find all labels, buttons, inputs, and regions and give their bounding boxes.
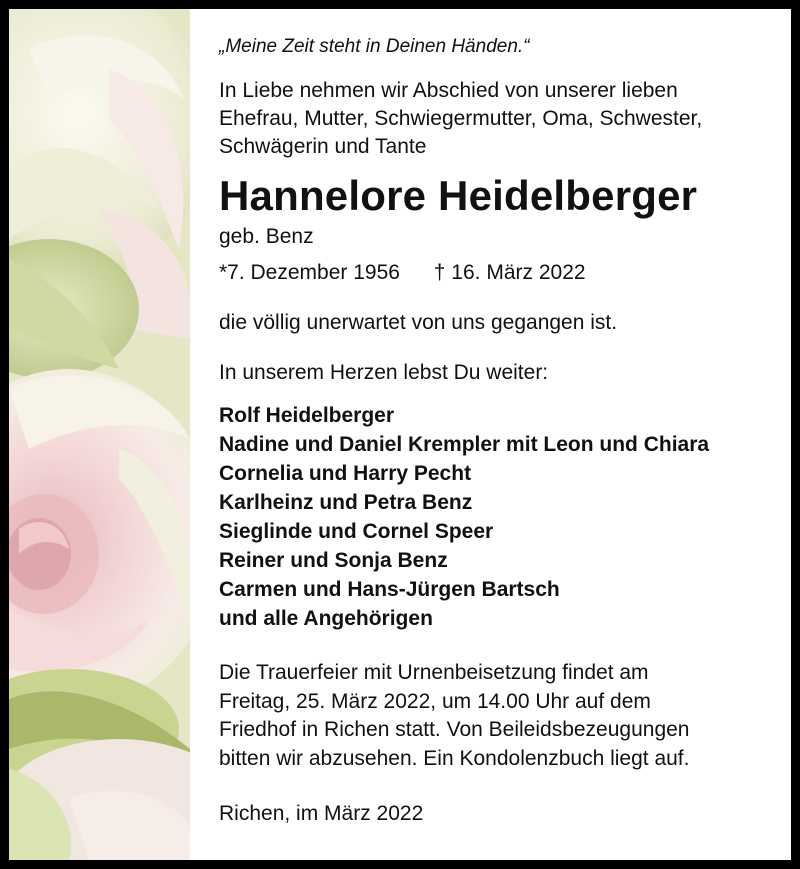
mourners-list: [219, 401, 779, 633]
death-date: † 16. März 2022: [433, 261, 586, 284]
service-line: bitten wir abzusehen. Ein Kondolenzbuch liegt auf.: [219, 746, 690, 770]
sudden-death-line: die völlig unerwartet von uns gegangen ist.: [219, 311, 618, 334]
mourner: Nadine und Daniel Krempler mit Leon und Chiara: [219, 433, 710, 456]
obituary-notice: [9, 9, 791, 860]
intro-line: In Liebe nehmen wir Abschied von unserer lieben: [219, 79, 678, 102]
notice-text: [219, 35, 779, 828]
service-line: Freitag, 25. März 2022, um 14.00 Uhr auf dem: [219, 689, 651, 713]
birth-name: geb. Benz: [219, 225, 314, 248]
birth-date: *7. Dezember 1956: [219, 261, 400, 284]
heart-line: In unserem Herzen lebst Du weiter:: [219, 361, 549, 384]
funeral-service-info: [219, 659, 779, 773]
mourner: Rolf Heidelberger: [219, 404, 395, 427]
deceased-name: Hannelore Heidelberger: [219, 172, 698, 219]
intro-line: Ehefrau, Mutter, Schwiegermutter, Oma, Schwester,: [219, 107, 703, 130]
place-date: Richen, im März 2022: [219, 802, 424, 825]
service-line: Friedhof in Richen statt. Von Beileidsbezeugungen: [219, 718, 690, 741]
intro-text: [219, 77, 779, 161]
mourner: Sieglinde und Cornel Speer: [219, 520, 494, 543]
mourner: und alle Angehörigen: [219, 607, 433, 630]
mourner: Reiner und Sonja Benz: [219, 549, 448, 572]
roses-image: [9, 9, 190, 860]
life-dates: [219, 259, 779, 287]
motto-quote: „Meine Zeit steht in Deinen Händen.“: [219, 36, 530, 57]
mourner: Carmen und Hans-Jürgen Bartsch: [219, 578, 560, 601]
intro-line: Schwägerin und Tante: [219, 135, 427, 158]
mourner: Cornelia und Harry Pecht: [219, 462, 472, 485]
service-line: Die Trauerfeier mit Urnenbeisetzung findet am: [219, 661, 649, 684]
mourner: Karlheinz und Petra Benz: [219, 491, 473, 514]
